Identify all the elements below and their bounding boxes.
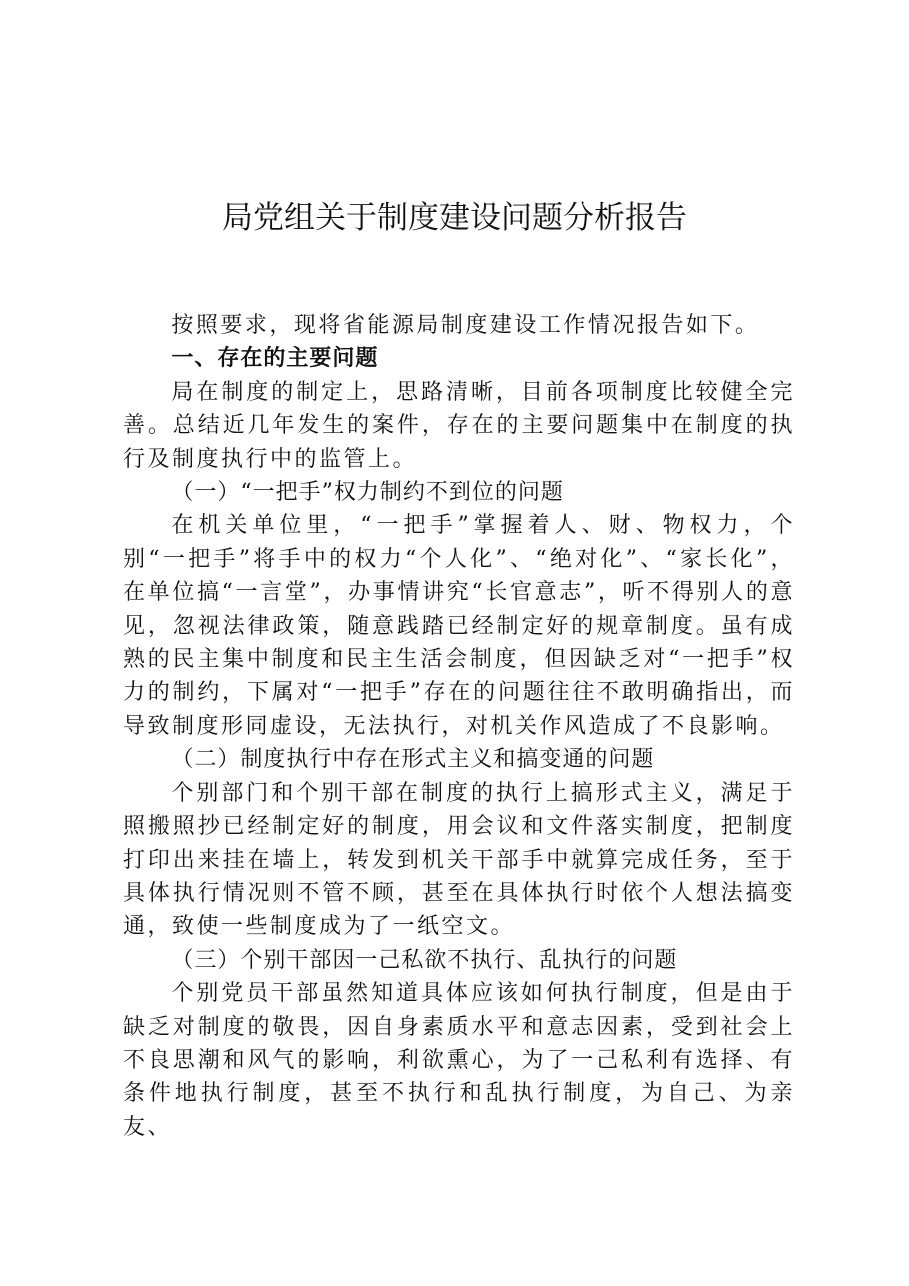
subsection-heading: （二）制度执行中存在形式主义和搞变通的问题	[171, 747, 655, 773]
subsection-heading: （一）“一把手”权力制约不到位的问题	[171, 480, 564, 506]
subsection-heading: （三）个别干部因一己私欲不执行、乱执行的问题	[171, 947, 678, 973]
body-paragraph: 个别部门和个别干部在制度的执行上搞形式主义，满足于照搬照抄已经制定好的制度，用会议和文件落实制度，把制度打印出来挂在墙上，转发到机关干部手中就算完成任务，至于具体执行情况则不管不顾，甚至在具体执行时依个人想法搞变通，致使一些制度成为了一纸空文。	[123, 780, 795, 940]
document-title: 局党组关于制度建设问题分析报告	[222, 200, 687, 236]
intro-paragraph: 按照要求，现将省能源局制度建设工作情况报告如下。	[171, 313, 760, 338]
body-paragraph: 局在制度的制定上，思路清晰，目前各项制度比较健全完善。总结近几年发生的案件，存在的主要问题集中在制度的执行及制度执行中的监管上。	[123, 379, 795, 472]
document-body	[123, 309, 795, 1144]
body-paragraph: 在机关单位里，“一把手”掌握着人、财、物权力，个别“一把手”将手中的权力“个人化”、“绝对化”、“家长化”，在单位搞“一言堂”，办事情讲究“长官意志”，听不得别人的意见，忽视法律政策，随意践踏已经制定好的规章制度。虽有成熟的民主集中制度和民主生活会制度，但因缺乏对“一把手”权力的制约，下属对“一把手”存在的问题往往不敢明确指出，而导致制度形同虚设，无法执行，对机关作风造成了不良影响。	[123, 513, 795, 739]
body-paragraph: 个别党员干部虽然知道具体应该如何执行制度，但是由于缺乏对制度的敬畏，因自身素质水平和意志因素，受到社会上不良思潮和风气的影响，利欲熏心，为了一己私利有选择、有条件地执行制度，甚至不执行和乱执行制度，为自己、为亲友、	[123, 981, 795, 1140]
section-heading: 一、存在的主要问题	[171, 346, 379, 372]
